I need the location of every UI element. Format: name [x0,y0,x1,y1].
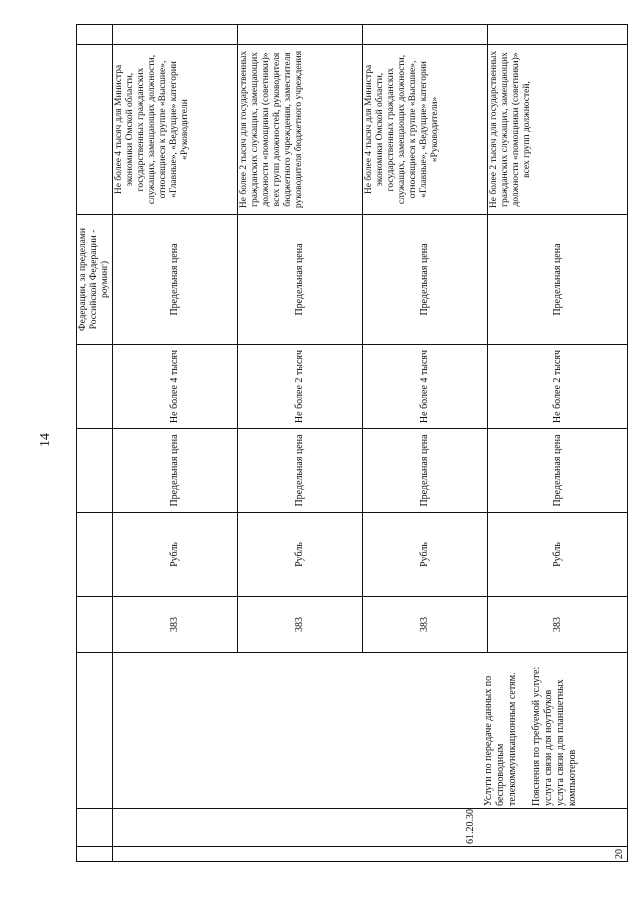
characteristic-name: Предельная цена [113,215,238,345]
explain-title: Пояснения по требуемой услуге: [531,666,542,806]
requirements-table [76,24,628,862]
characteristic-name: Предельная цена [488,429,628,513]
characteristic-value: Не более 4 тысяч для Министра экономики Омской области, государственных гражданских служащих, замещающих должности, относящиеся к группе «Высшие», «Главные», «Ведущие» категории «Руководители [113,45,238,215]
okei-code: 383 [488,597,628,653]
characteristic-name: Предельная цена [363,215,488,345]
table-cell [238,25,363,45]
price-note-cell: Федерации, за пределами Российской Федерации - роуминг) [77,215,113,345]
explain-item: услуга связи для планшетных компьютеров [555,679,578,806]
okei-code: 383 [238,597,363,653]
table-cell [77,45,113,215]
characteristic-name: Предельная цена [488,215,628,345]
unit-name: Рубль [488,513,628,597]
table-cell [77,597,113,653]
page-number: 14 [38,433,53,447]
rotated-table-wrapper [76,25,625,862]
table-cell [77,429,113,513]
characteristic-value: Не более 2 тысяч [488,345,628,429]
table-cell [77,653,113,809]
characteristic-value: Не более 2 тысяч для государственных гражданских служащих, замещающих должности «помощники (советники)» всех групп должностей, [488,45,628,215]
characteristic-value: Не более 2 тысяч [238,345,363,429]
table-cell [77,25,113,45]
table-cell [488,25,628,45]
table-cell [363,25,488,45]
characteristic-name: Предельная цена [363,429,488,513]
service-description [113,653,628,809]
unit-name: Рубль [363,513,488,597]
unit-name: Рубль [113,513,238,597]
okei-code: 383 [363,597,488,653]
service-name: Услуги по передаче данных по беспроводным телекоммуникационным сетям. [483,672,518,806]
characteristic-name: Предельная цена [113,429,238,513]
okpd-code: 61.20.30 [113,809,628,847]
characteristic-value: Не более 2 тысяч для государственных гражданских служащих, замещающих должности «помощники (советники)» всех групп должностей, руководителя бюджетного учреждения, заместителя руководителя бюджетного учреждения [238,45,363,215]
characteristic-name: Предельная цена [238,429,363,513]
table-cell [77,345,113,429]
table-cell [77,513,113,597]
okei-code: 383 [113,597,238,653]
row-number: 20 [113,847,628,862]
characteristic-name: Предельная цена [238,215,363,345]
explain-item: услуга связи для ноутбуков [543,689,554,806]
table-row [77,25,113,862]
unit-name: Рубль [238,513,363,597]
table-cell [113,25,238,45]
table-row [113,25,238,862]
characteristic-value: Не более 4 тысяч [113,345,238,429]
characteristic-value: Не более 4 тысяч [363,345,488,429]
table-cell [77,847,113,862]
table-cell [77,809,113,847]
characteristic-value: Не более 4 тысяч для Министра экономики Омской области, государственных гражданских служащих, замещающих должности, относящиеся к группе «Высшие», «Главные», «Ведущие» категории «Руководители» [363,45,488,215]
